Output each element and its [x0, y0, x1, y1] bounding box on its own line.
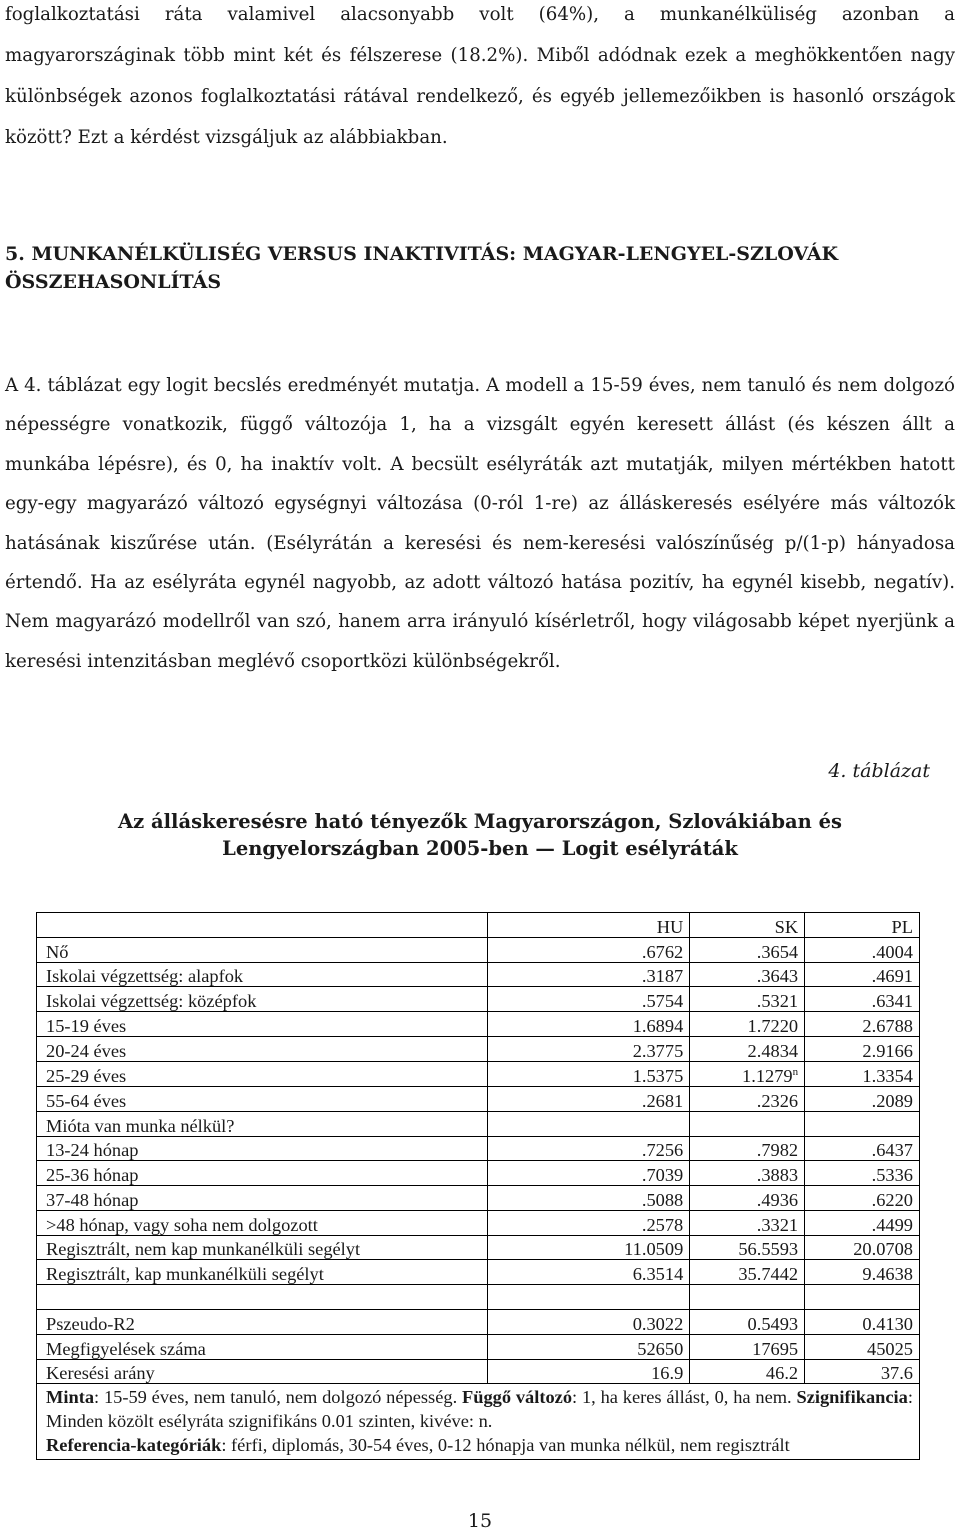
cell-pl	[805, 1111, 920, 1136]
stat-label: Keresési arány	[37, 1359, 488, 1384]
spacer-cell	[37, 1285, 488, 1310]
table-row	[37, 937, 920, 962]
cell-hu: 2.3775	[487, 1036, 690, 1061]
stat-sk: 0.5493	[690, 1310, 805, 1335]
cell-pl: .6437	[805, 1136, 920, 1161]
cell-pl: 9.4638	[805, 1260, 920, 1285]
logit-table	[36, 912, 920, 1460]
header-cell	[37, 913, 488, 938]
cell-hu: 1.5375	[487, 1061, 690, 1086]
row-label: 13-24 hónap	[37, 1136, 488, 1161]
cell-sk	[690, 1061, 805, 1086]
stat-hu: 52650	[487, 1334, 690, 1359]
cell-pl: 1.3354	[805, 1061, 920, 1086]
stat-pl: 37.6	[805, 1359, 920, 1384]
row-label: >48 hónap, vagy soha nem dolgozott	[37, 1210, 488, 1235]
cell-hu: .2578	[487, 1210, 690, 1235]
table-row	[37, 987, 920, 1012]
stat-sk: 17695	[690, 1334, 805, 1359]
cell-sk: 35.7442	[690, 1260, 805, 1285]
table-number: 4. táblázat	[828, 760, 930, 782]
cell-hu: .5088	[487, 1186, 690, 1211]
table-row	[37, 1235, 920, 1260]
row-label: Iskolai végzettség: alapfok	[37, 962, 488, 987]
stat-label: Megfigyelések száma	[37, 1334, 488, 1359]
stat-sk: 46.2	[690, 1359, 805, 1384]
cell-hu: .7256	[487, 1136, 690, 1161]
stats-row	[37, 1334, 920, 1359]
stat-pl: 0.4130	[805, 1310, 920, 1335]
cell-hu: .5754	[487, 987, 690, 1012]
cell-pl: .4499	[805, 1210, 920, 1235]
row-label: 20-24 éves	[37, 1036, 488, 1061]
cell-sk: 1.7220	[690, 1012, 805, 1037]
stat-label: Pszeudo-R2	[37, 1310, 488, 1335]
table-row	[37, 1012, 920, 1037]
header-cell-sk: SK	[690, 913, 805, 938]
table-title	[60, 808, 900, 862]
note-szig-text: : Minden közölt esélyráta szignifikáns 0.01 szinten, kivéve: n.	[46, 1387, 913, 1432]
cell-sk	[690, 1111, 805, 1136]
cell-sk: .2326	[690, 1086, 805, 1111]
note-szig-label: Szignifikancia	[796, 1387, 908, 1408]
table-header-row	[37, 913, 920, 938]
cell-sk-value: 1.1279	[742, 1065, 793, 1086]
cell-hu: 6.3514	[487, 1260, 690, 1285]
row-label: Regisztrált, nem kap munkanélküli segélyt	[37, 1235, 488, 1260]
cell-sk: .3883	[690, 1161, 805, 1186]
row-label: 15-19 éves	[37, 1012, 488, 1037]
page-number: 15	[467, 1510, 493, 1532]
table-note-row	[37, 1384, 920, 1460]
row-label: 37-48 hónap	[37, 1186, 488, 1211]
cell-pl: 20.0708	[805, 1235, 920, 1260]
row-label: Regisztrált, kap munkanélküli segélyt	[37, 1260, 488, 1285]
table-title-line2: Lengyelországban 2005-ben — Logit esélyráták	[222, 837, 738, 860]
cell-pl: .6341	[805, 987, 920, 1012]
cell-hu: 1.6894	[487, 1012, 690, 1037]
cell-hu: .3187	[487, 962, 690, 987]
table-row	[37, 1136, 920, 1161]
note-minta-label: Minta	[46, 1387, 95, 1408]
paragraph-method: A 4. táblázat egy logit becslés eredményét mutatja. A modell a 15-59 éves, nem tanuló és nem dolgozó népességre vonatkozik, függő változója 1, ha a vizsgált egyén keresett állást (és készen állt a munkába lépésre), és 0, ha inaktív volt. A becsült esélyráták azt mutatják, milyen mértékben hatott egy-egy magyarázó változó egységnyi változása (0-ról 1-re) az álláskeresés esélyére más változók hatásának kiszűrése után. (Esélyrátán a keresési és nem-keresési valószínűség p/(1-p) hányadosa értendő. Ha az esélyráta egynél nagyobb, az adott változó hatása pozitív, ha egynél kisebb, negatív). Nem magyarázó modellről van szó, hanem arra irányuló kísérletről, hogy világosabb képet nyerjünk a keresési intenzitásban meglévő csoportközi különbségekről.	[5, 375, 955, 672]
cell-sk: .3321	[690, 1210, 805, 1235]
cell-sk: .7982	[690, 1136, 805, 1161]
cell-sk: 56.5593	[690, 1235, 805, 1260]
table-spacer-row	[37, 1285, 920, 1310]
cell-sk: 2.4834	[690, 1036, 805, 1061]
table-row	[37, 1210, 920, 1235]
table-row	[37, 1061, 920, 1086]
table-row	[37, 1260, 920, 1285]
cell-pl: .4004	[805, 937, 920, 962]
cell-pl: .5336	[805, 1161, 920, 1186]
cell-pl: .6220	[805, 1186, 920, 1211]
row-label: Nő	[37, 937, 488, 962]
cell-pl: .4691	[805, 962, 920, 987]
cell-hu: .6762	[487, 937, 690, 962]
note-minta-text: : 15-59 éves, nem tanuló, nem dolgozó népesség.	[94, 1387, 462, 1408]
row-label: Iskolai végzettség: középfok	[37, 987, 488, 1012]
stat-pl: 45025	[805, 1334, 920, 1359]
table-row	[37, 1036, 920, 1061]
table-note	[37, 1384, 920, 1460]
stats-row	[37, 1310, 920, 1335]
table-row	[37, 1186, 920, 1211]
cell-pl: 2.6788	[805, 1012, 920, 1037]
spacer-cell	[805, 1285, 920, 1310]
stat-hu: 16.9	[487, 1359, 690, 1384]
cell-sk: .4936	[690, 1186, 805, 1211]
note-fuggo-text: : 1, ha keres állást, 0, ha nem.	[572, 1387, 797, 1408]
table-title-line1: Az álláskeresésre ható tényezők Magyarországon, Szlovákiában és	[118, 810, 842, 833]
cell-hu	[487, 1111, 690, 1136]
significance-marker: n	[792, 1065, 799, 1078]
header-cell-pl: PL	[805, 913, 920, 938]
cell-hu: 11.0509	[487, 1235, 690, 1260]
stats-row	[37, 1359, 920, 1384]
cell-pl: 2.9166	[805, 1036, 920, 1061]
paragraph-intro: foglalkoztatási ráta valamivel alacsonyabb volt (64%), a munkanélküliség azonban a magyarországinak több mint két és félszerese (18.2%). Miből adódnak ezek a meghökkentően nagy különbségek azonos foglalkoztatási rátával rendelkező, és egyéb jellemezőikben is hasonló országok között? Ezt a kérdést vizsgáljuk az alábbiakban.	[5, 4, 955, 148]
row-label: 25-29 éves	[37, 1061, 488, 1086]
spacer-cell	[487, 1285, 690, 1310]
section-heading: 5. MUNKANÉLKÜLISÉG VERSUS INAKTIVITÁS: MAGYAR-LENGYEL-SZLOVÁK ÖSSZEHASONLÍTÁS	[5, 243, 838, 293]
cell-pl: .2089	[805, 1086, 920, 1111]
cell-hu: .7039	[487, 1161, 690, 1186]
cell-sk: .3643	[690, 962, 805, 987]
stat-hu: 0.3022	[487, 1310, 690, 1335]
note-fuggo-label: Függő változó	[461, 1387, 573, 1408]
table-row	[37, 1161, 920, 1186]
cell-sk: .3654	[690, 937, 805, 962]
table-row	[37, 1111, 920, 1136]
cell-hu: .2681	[487, 1086, 690, 1111]
row-label: 25-36 hónap	[37, 1161, 488, 1186]
cell-sk: .5321	[690, 987, 805, 1012]
table-row	[37, 962, 920, 987]
spacer-cell	[690, 1285, 805, 1310]
row-label: 55-64 éves	[37, 1086, 488, 1111]
row-label: Mióta van munka nélkül?	[37, 1111, 488, 1136]
table-row	[37, 1086, 920, 1111]
note-ref-text: : férfi, diplomás, 30-54 éves, 0-12 hónapja van munka nélkül, nem regisztrált	[221, 1435, 790, 1456]
note-ref-label: Referencia-kategóriák	[46, 1435, 222, 1456]
header-cell-hu: HU	[487, 913, 690, 938]
